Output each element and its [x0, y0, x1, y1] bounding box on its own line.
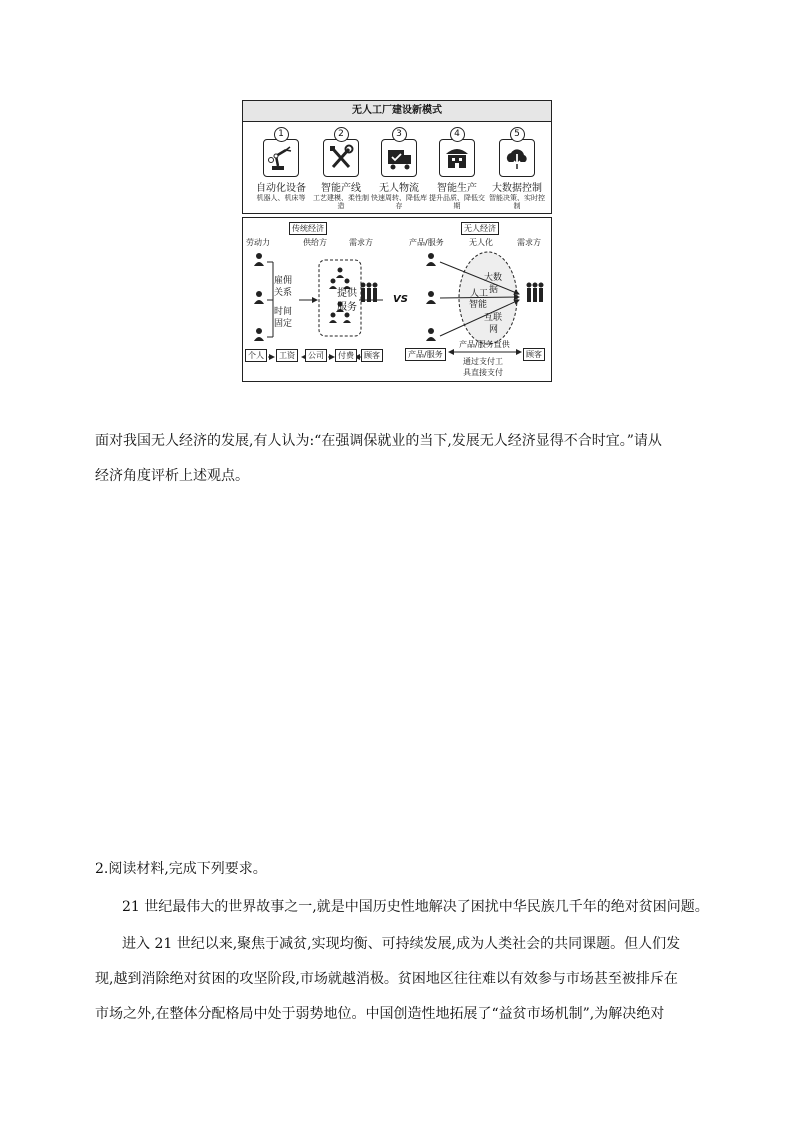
delivery-truck-icon [381, 139, 417, 177]
tech-label: 据 [489, 285, 499, 295]
flow-company: 公司 [305, 349, 327, 362]
figure-top-title: 无人工厂建设新模式 [243, 101, 551, 122]
figure-top-panel [242, 100, 552, 214]
col-demand: 需求方 [349, 238, 373, 247]
flow-individual: 个人 [245, 349, 267, 362]
bottom-customer: 顾客 [523, 348, 545, 361]
relation-label: 关系 [274, 288, 293, 298]
question2-paragraph2-line3: 市场之外,在整体分配格局中处于弱势地位。中国创造性地拓展了“益贫市场机制”,为解决绝对 [95, 1006, 665, 1022]
question2-paragraph2-line1: 进入 21 世纪以来,聚焦于减贫,实现均衡、可持续发展,成为人类社会的共同课题。但人们发 [122, 936, 681, 952]
mode-number: 3 [392, 127, 407, 142]
col-labor: 劳动力 [246, 238, 270, 247]
tech-label: 大数 [484, 273, 503, 283]
traditional-title: 传统经济 [289, 222, 327, 235]
relation-label: 固定 [274, 319, 293, 329]
provide-label: 提供 [337, 288, 357, 299]
col-unmanned: 无人化 [469, 238, 493, 247]
relation-label: 雇佣 [274, 276, 293, 286]
demand-crowd-icon-right [527, 283, 544, 303]
question1-line2: 经济角度评析上述观点。 [95, 468, 249, 484]
mode-smart-line [311, 127, 371, 210]
mode-number: 5 [510, 127, 525, 142]
question2-heading: 2.阅读材料,完成下列要求。 [95, 861, 267, 877]
provide-label: 服务 [337, 302, 357, 313]
mode-number: 2 [334, 127, 349, 142]
tech-label: 智能 [469, 300, 488, 310]
bottom-product: 产品/服务 [405, 348, 446, 361]
tech-label: 网 [489, 325, 499, 335]
mode-desc: 快速周转、降低库存 [371, 194, 427, 210]
mode-big-data [487, 127, 547, 210]
mode-name: 智能产线 [321, 183, 361, 194]
mode-desc: 提升品质、降低交期 [429, 194, 485, 210]
mode-smart-production [427, 127, 487, 210]
mode-desc: 智能决策、实时控制 [489, 194, 545, 210]
payment-label: 通过支付工 [463, 357, 503, 366]
col-supply: 供给方 [303, 238, 327, 247]
col-product: 产品/服务 [409, 238, 444, 247]
mode-number: 1 [274, 127, 289, 142]
direct-supply-label: 产品/服务直供 [459, 340, 510, 349]
labor-person-icons [254, 253, 264, 341]
mode-unmanned-logistics [369, 127, 429, 210]
mode-desc: 机器人、机床等 [256, 194, 306, 202]
tech-label: 人工 [470, 289, 489, 299]
col-demand-right: 需求方 [517, 238, 541, 247]
robot-arm-icon [263, 139, 299, 177]
question2-paragraph2-line2: 现,越到消除绝对贫困的攻坚阶段,市场就越消极。贫困地区往往难以有效参与市场甚至被排斥在 [95, 971, 678, 987]
vs-label: VS [393, 294, 408, 305]
product-person-icons [426, 253, 436, 341]
mode-name: 智能生产 [437, 183, 477, 194]
flow-payment: 付费 [335, 349, 357, 362]
payment-label: 具直接支付 [463, 368, 503, 377]
flow-customer: 顾客 [361, 349, 383, 362]
figure-bottom-panel [242, 217, 552, 382]
relation-label: 时间 [274, 307, 293, 317]
mode-name: 无人物流 [379, 183, 419, 194]
question2-paragraph1: 21 世纪最伟大的世界故事之一,就是中国历史性地解决了困扰中华民族几千年的绝对贫困问题。 [122, 899, 709, 915]
unmanned-title: 无人经济 [461, 222, 499, 235]
mode-name: 大数据控制 [492, 183, 542, 194]
flow-wage: 工资 [276, 349, 298, 362]
demand-crowd-icon [361, 283, 378, 303]
mode-automation [251, 127, 311, 202]
factory-icon [439, 139, 475, 177]
mode-name: 自动化设备 [256, 183, 306, 194]
mode-number: 4 [450, 127, 465, 142]
mode-desc: 工艺建模、柔性制造 [313, 194, 369, 210]
cloud-data-icon [499, 139, 535, 177]
tools-icon [323, 139, 359, 177]
tech-label: 互联 [484, 313, 503, 323]
question1-line1: 面对我国无人经济的发展,有人认为:“在强调保就业的当下,发展无人经济显得不合时宜。”请从 [95, 433, 662, 449]
